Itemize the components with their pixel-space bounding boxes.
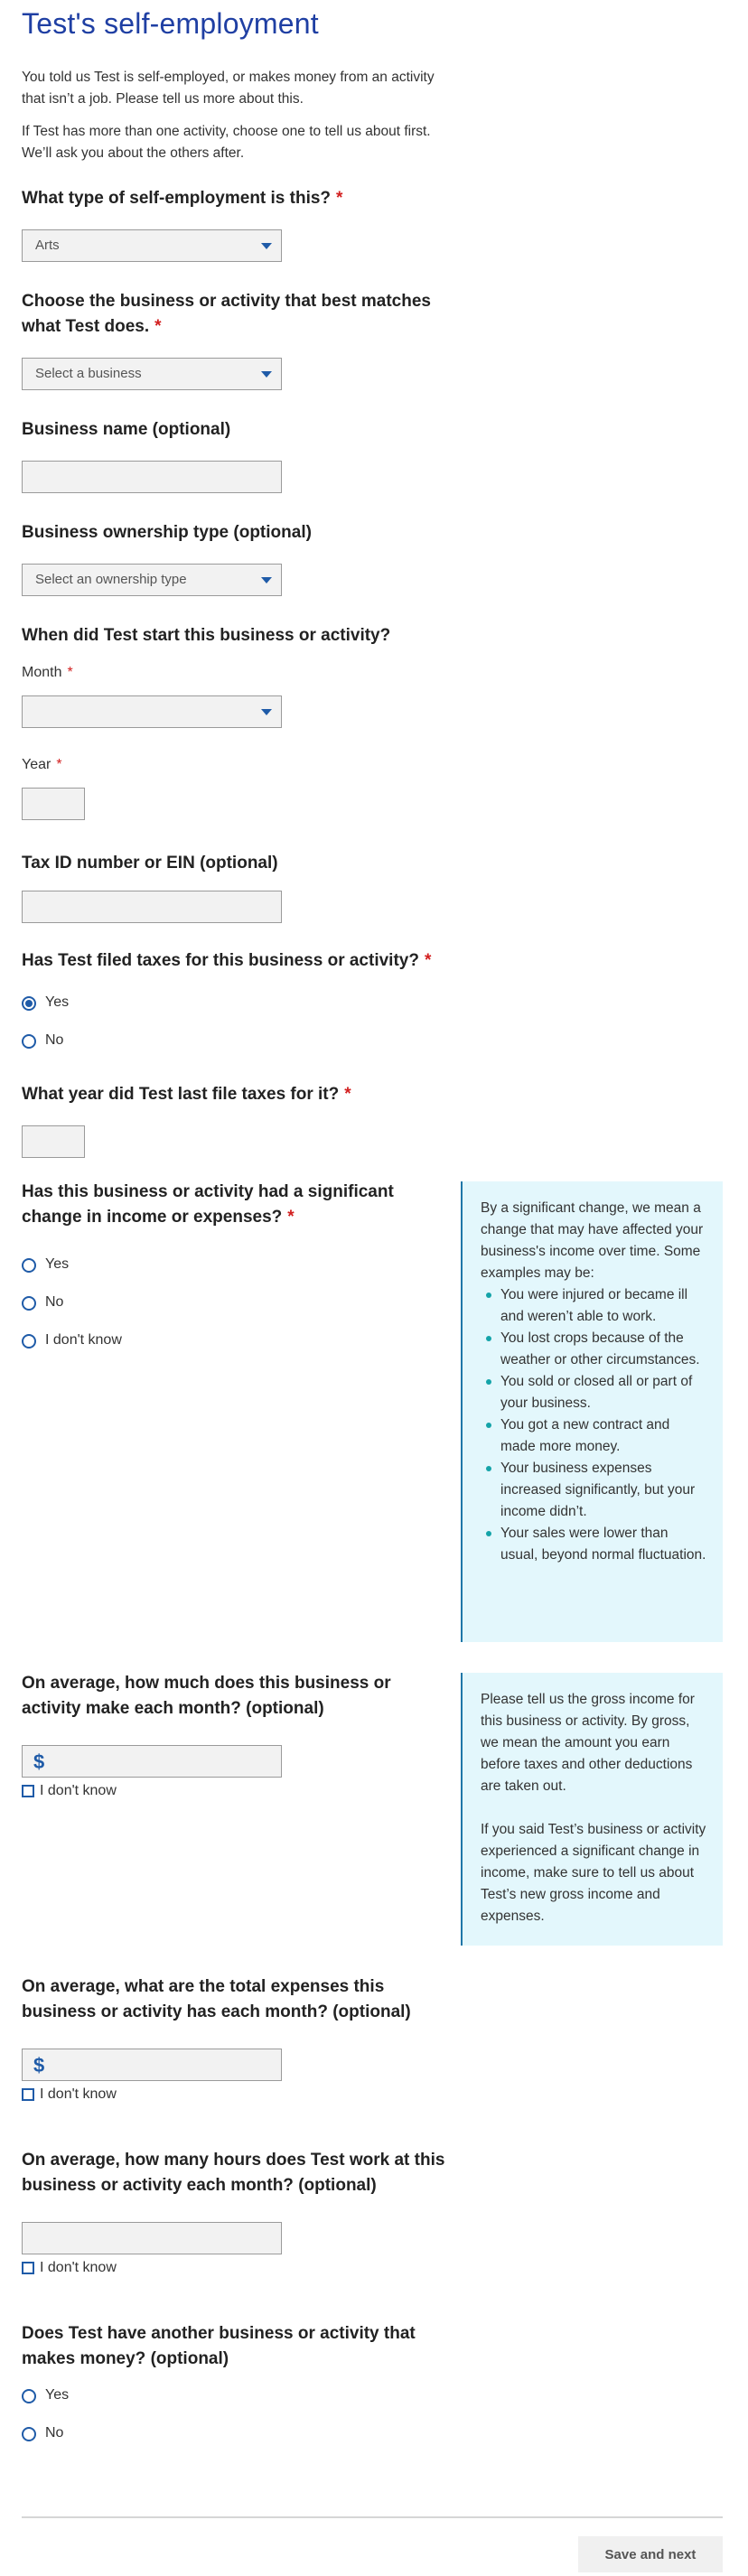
radio-label: I don't know xyxy=(45,1332,122,1348)
dollar-prefix: $ xyxy=(33,1750,45,1773)
required-marker: * xyxy=(344,1085,351,1104)
radio-unchecked-icon xyxy=(22,2427,36,2441)
monthly-income-label: On average, how much does this business or activity make each month? (optional) xyxy=(22,1674,391,1718)
page-title: Test's self-employment xyxy=(22,7,319,40)
select-placeholder: Select a business xyxy=(35,366,142,381)
monthly-hours-input[interactable] xyxy=(22,2222,282,2254)
filed-taxes-label: Has Test filed taxes for this business or activity? * xyxy=(22,951,432,970)
radio-label: Yes xyxy=(45,2387,70,2403)
radio-checked-icon xyxy=(22,996,36,1011)
month-select[interactable] xyxy=(22,695,282,728)
year-label: Year * xyxy=(22,757,62,772)
info-paragraph: If you said Test’s business or activity experienced a significant change in income, make sure to tell us about Test’s new gross income and expenses. xyxy=(481,1822,706,1924)
checkbox-label: I don't know xyxy=(40,2260,117,2275)
monthly-income-input[interactable] xyxy=(22,1745,282,1778)
list-item: Your business expenses increased significantly, but your income didn’t. xyxy=(481,1458,706,1523)
checkbox-label: I don't know xyxy=(40,1783,117,1798)
radio-unchecked-icon xyxy=(22,1034,36,1049)
required-marker: * xyxy=(154,317,162,336)
radio-unchecked-icon xyxy=(22,1296,36,1311)
checkbox-icon xyxy=(22,2262,34,2274)
monthly-expenses-input[interactable] xyxy=(22,2049,282,2081)
chevron-down-icon xyxy=(261,243,272,249)
info-intro: By a significant change, we mean a change that may have affected your business's income over time. Some examples may be: xyxy=(481,1200,704,1281)
radio-label: No xyxy=(45,2425,64,2441)
required-marker: * xyxy=(287,1208,295,1227)
list-item: You were injured or became ill and weren’t able to work. xyxy=(481,1284,706,1328)
chevron-down-icon xyxy=(261,577,272,583)
intro-paragraph-1: You told us Test is self-employed, or makes money from an activity that isn’t a job. Please tell us more about this. xyxy=(22,70,435,107)
intro-paragraph-2: If Test has more than one activity, choose one to tell us about first. We’ll ask you about the others after. xyxy=(22,124,431,161)
list-item: You sold or closed all or part of your business. xyxy=(481,1371,706,1414)
gross-income-info-box xyxy=(461,1673,723,1946)
month-label: Month * xyxy=(22,665,73,680)
radio-label: No xyxy=(45,1294,64,1310)
footer-divider xyxy=(22,2516,723,2518)
list-item: Your sales were lower than usual, beyond normal fluctuation. xyxy=(481,1523,706,1566)
checkbox-icon xyxy=(22,1785,34,1797)
required-marker: * xyxy=(336,189,343,208)
chevron-down-icon xyxy=(261,371,272,378)
last-file-year-label: What year did Test last file taxes for it? * xyxy=(22,1085,351,1104)
info-examples-list xyxy=(481,1284,706,1566)
radio-label: No xyxy=(45,1032,64,1048)
ownership-type-label: Business ownership type (optional) xyxy=(22,523,312,542)
required-marker: * xyxy=(424,951,432,970)
chevron-down-icon xyxy=(261,709,272,715)
self-employment-type-label: What type of self-employment is this? * xyxy=(22,189,343,208)
radio-label: Yes xyxy=(45,1256,70,1272)
dollar-prefix: $ xyxy=(33,2054,45,2077)
radio-unchecked-icon xyxy=(22,1258,36,1273)
select-placeholder: Select an ownership type xyxy=(35,572,187,587)
business-activity-label: Choose the business or activity that best matches what Test does. * xyxy=(22,292,431,336)
monthly-expenses-label: On average, what are the total expenses this business or activity has each month? (optional) xyxy=(22,1977,411,2021)
required-marker: * xyxy=(56,757,62,772)
start-date-label: When did Test start this business or activity? xyxy=(22,626,391,645)
checkbox-label: I don't know xyxy=(40,2086,117,2102)
radio-unchecked-icon xyxy=(22,2389,36,2403)
radio-unchecked-icon xyxy=(22,1334,36,1349)
significant-change-label: Has this business or activity had a significant change in income or expenses? * xyxy=(22,1182,394,1227)
save-and-next-button[interactable]: Save and next xyxy=(578,2536,723,2572)
radio-label: Yes xyxy=(45,994,70,1010)
ownership-type-select[interactable] xyxy=(22,564,282,596)
required-marker: * xyxy=(67,665,73,680)
last-file-year-input[interactable] xyxy=(22,1125,85,1158)
start-year-input[interactable] xyxy=(22,788,85,820)
select-value: Arts xyxy=(35,238,60,253)
list-item: You got a new contract and made more money. xyxy=(481,1414,706,1458)
business-name-label: Business name (optional) xyxy=(22,420,231,439)
self-employment-type-select[interactable] xyxy=(22,229,282,262)
tax-id-input[interactable] xyxy=(22,891,282,923)
info-paragraph: Please tell us the gross income for this business or activity. By gross, we mean the amount you earn before taxes and other deductions are taken out. xyxy=(481,1692,695,1794)
another-business-label: Does Test have another business or activity that makes money? (optional) xyxy=(22,2324,416,2368)
list-item: You lost crops because of the weather or other circumstances. xyxy=(481,1328,706,1371)
significant-change-info-box xyxy=(461,1181,723,1642)
checkbox-icon xyxy=(22,2088,34,2101)
monthly-hours-label: On average, how many hours does Test work at this business or activity each month? (optional) xyxy=(22,2151,445,2195)
business-activity-select[interactable] xyxy=(22,358,282,390)
tax-id-label: Tax ID number or EIN (optional) xyxy=(22,854,278,873)
business-name-input[interactable] xyxy=(22,461,282,493)
